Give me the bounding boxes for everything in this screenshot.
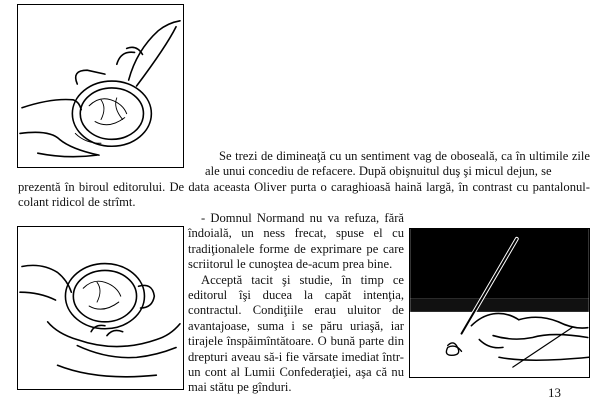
paragraph-1 bbox=[18, 149, 590, 211]
hand-pen-drawing bbox=[410, 229, 589, 377]
paragraph-1-first-part: Se trezi de dimineaţă cu un sentiment vag de oboseală, ca în ultimile zile ale unui concediu de refacere. După obişnuitul duş şi micul dejun, se bbox=[205, 149, 590, 179]
hand-cup-drawing-2 bbox=[18, 227, 183, 389]
hand-cup-drawing bbox=[18, 5, 183, 167]
middle-text-column bbox=[188, 211, 404, 396]
paragraph-1-second-part: prezentă în biroul editorului. De data aceasta Oliver purta o caraghioasă haină largă, în contrast cu pantalonul-colant ridicol de strîmt. bbox=[18, 179, 590, 210]
paragraph-2: - Domnul Normand nu va refuza, fără îndoială, un ness frecat, spuse el cu tradiţionalele forme de exprimare pe care scriitorul le cunoştea de-acum prea bine. bbox=[188, 211, 404, 272]
illustration-hand-cup-top bbox=[17, 4, 184, 168]
illustration-hand-cup-middle bbox=[17, 226, 184, 390]
paragraph-3: Acceptă tacit şi studie, în timp ce editorul îşi ducea la capăt intenţia, contractul. Condiţiile erau uluitor de avantajoase, suma i se păru uriaşă, iar tirajele înspăimîntătoare. O bună parte din drepturi aveau să-i fie vărsate imediat într-un cont al Lumii Confederaţiei, aşa că nu mai stătu pe gînduri. bbox=[188, 272, 404, 395]
page-number: 13 bbox=[548, 385, 561, 400]
illustration-hand-writing bbox=[409, 228, 590, 378]
